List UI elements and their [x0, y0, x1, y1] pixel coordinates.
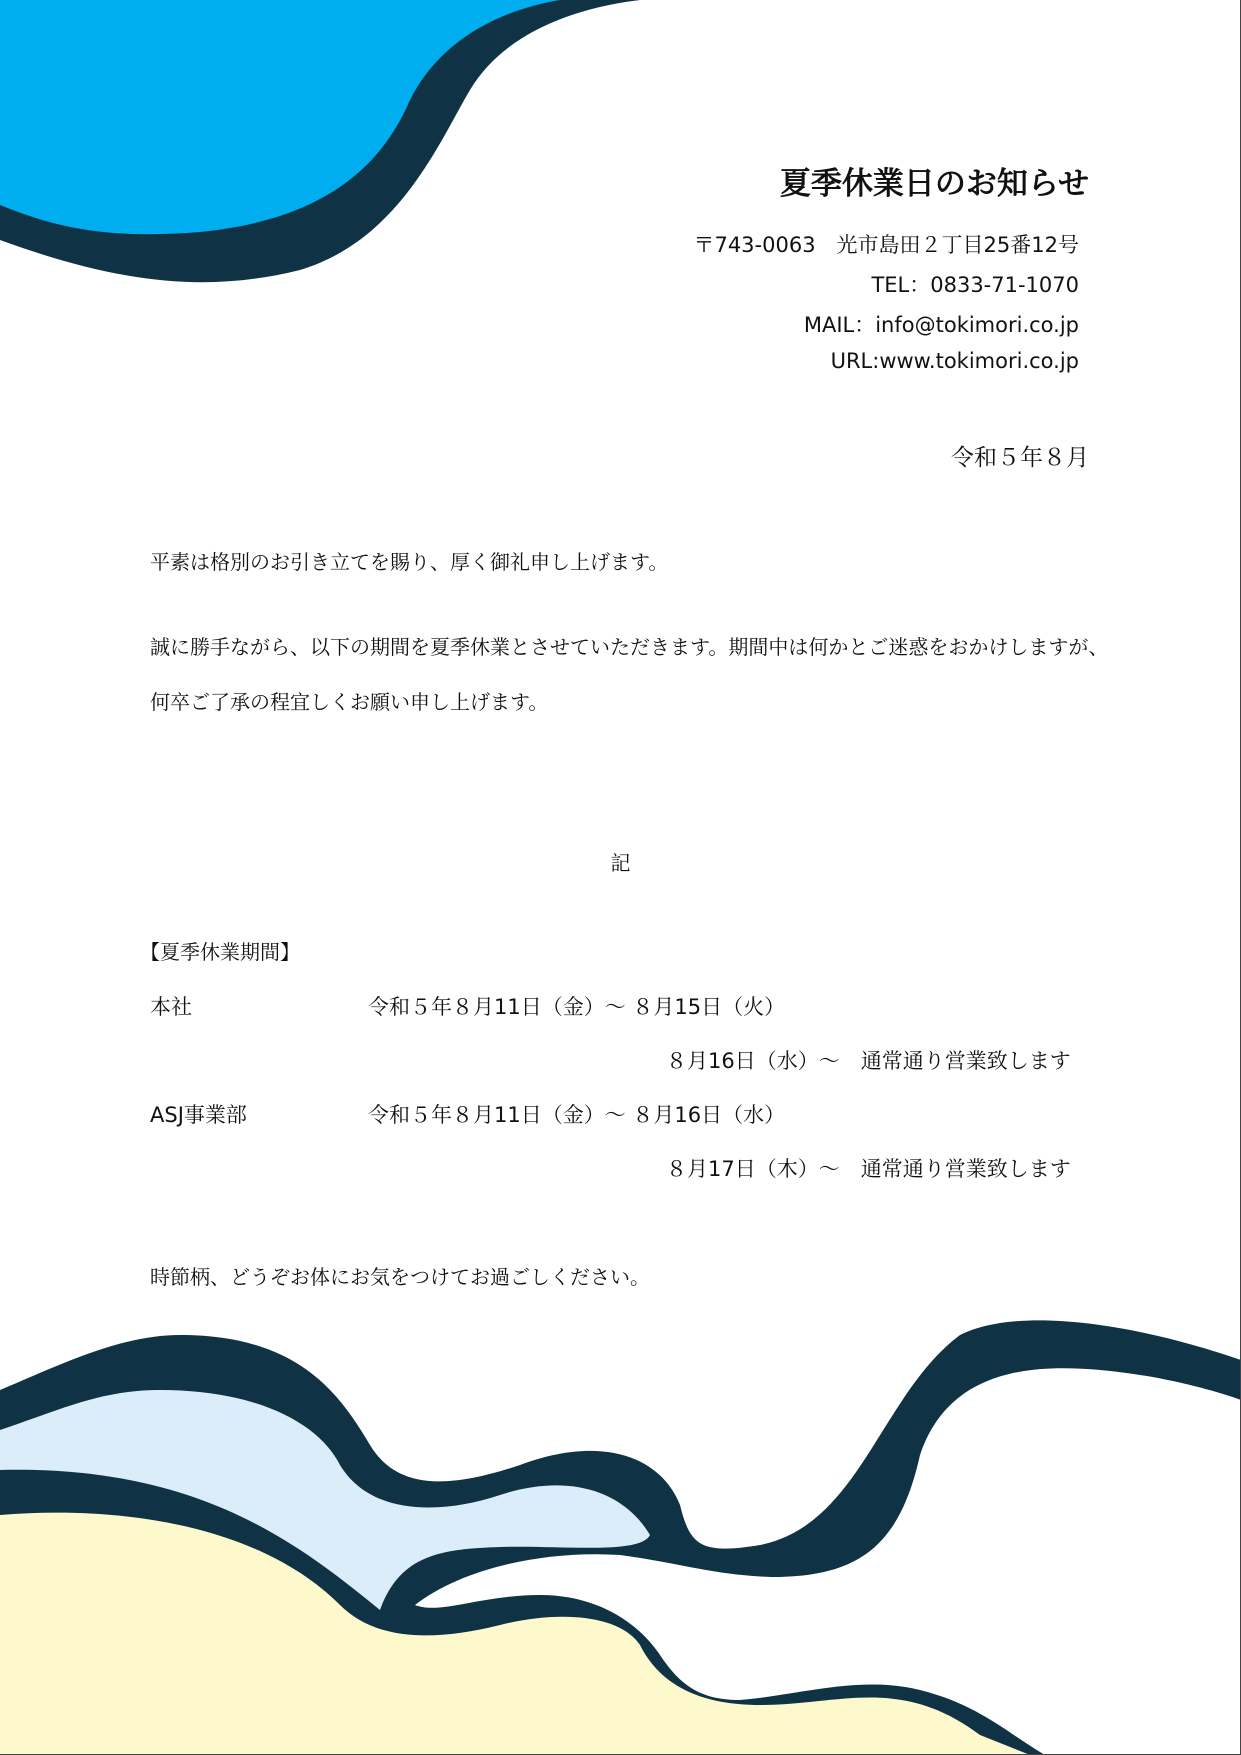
- notice-line: 誠に勝手ながら、以下の期間を夏季休業とさせていただきます。期間中は何かとご迷惑をおかけしますが、: [150, 635, 1109, 659]
- schedule-resume: ８月16日（水）～ 通常通り営業致します: [666, 1049, 1071, 1073]
- section-title: 【夏季休業期間】: [140, 940, 300, 964]
- schedule-resume: ８月17日（木）～ 通常通り営業致します: [666, 1157, 1071, 1181]
- schedule-period: 令和５年８月11日（金）～ ８月15日（火）: [368, 995, 786, 1019]
- company-url: URL:www.tokimori.co.jp: [830, 349, 1079, 373]
- company-mail: MAIL：info@tokimori.co.jp: [803, 313, 1079, 337]
- schedule-name: ASJ事業部: [150, 1103, 247, 1127]
- company-address: 〒743-0063 光市島田２丁目25番12号: [693, 233, 1079, 257]
- ki-mark: 記: [610, 851, 631, 875]
- notice-title: 夏季休業日のお知らせ: [779, 166, 1089, 202]
- bottom-wave-decoration: [0, 1315, 1241, 1755]
- schedule-period: 令和５年８月11日（金）～ ８月16日（水）: [368, 1103, 786, 1127]
- schedule-name: 本社: [150, 995, 192, 1019]
- company-tel: TEL：0833-71-1070: [871, 273, 1079, 297]
- closing-line: 時節柄、どうぞお体にお気をつけてお過ごしください。: [150, 1265, 650, 1289]
- issue-date: 令和５年８月: [951, 445, 1089, 471]
- request-line: 何卒ご了承の程宜しくお願い申し上げます。: [150, 690, 549, 714]
- greeting-line: 平素は格別のお引き立てを賜り、厚く御礼申し上げます。: [150, 550, 669, 574]
- top-wave-decoration: [0, 0, 640, 290]
